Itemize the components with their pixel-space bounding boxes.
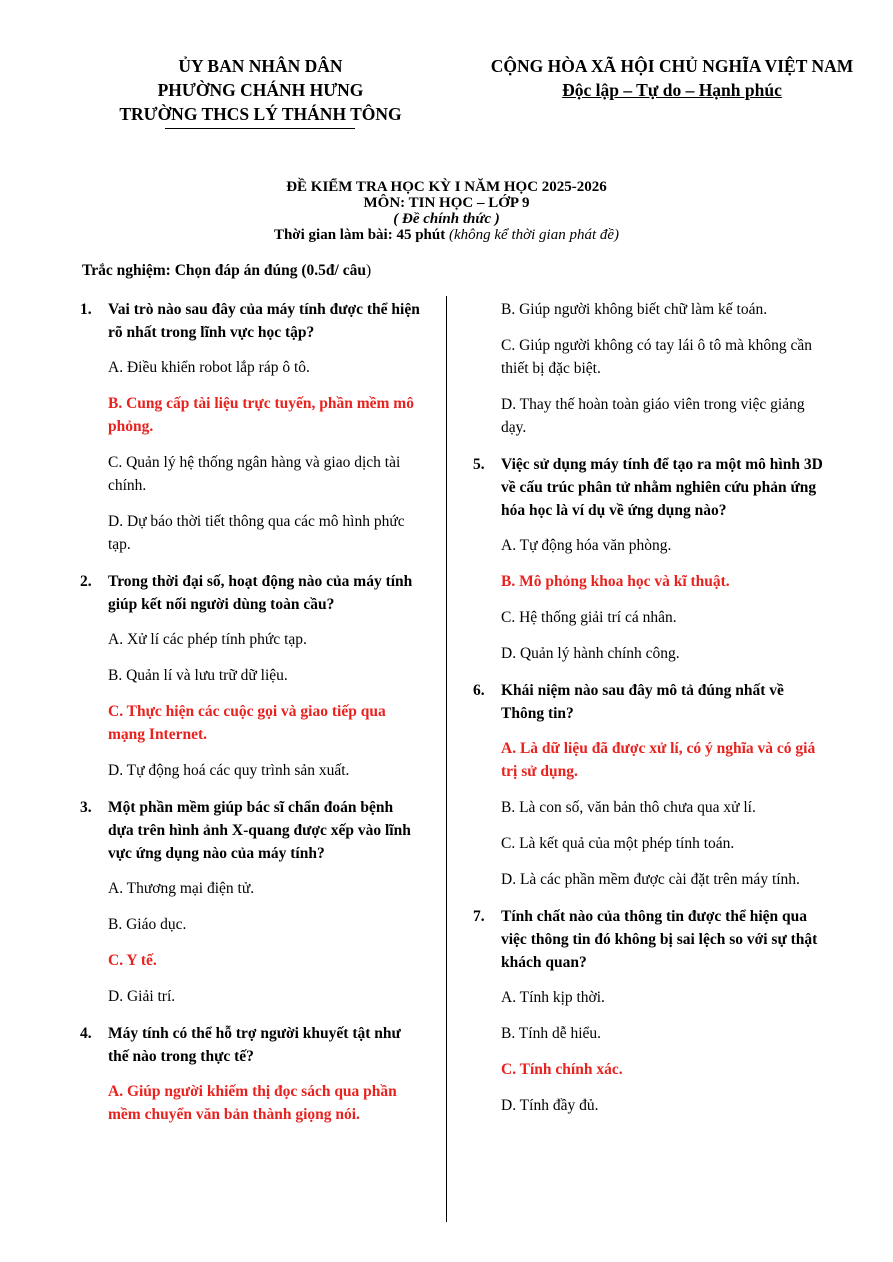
option: B. Giáo dục. xyxy=(108,916,187,933)
option: D. Là các phần mềm được cài đặt trên máy tính. xyxy=(501,871,800,888)
exam-official-note: ( Đề chính thức ) xyxy=(393,211,500,227)
option: B. Tính dễ hiểu. xyxy=(501,1025,602,1042)
option: B. Là con số, văn bản thô chưa qua xử lí. xyxy=(501,799,756,816)
instruction-text: Trắc nghiệm: Chọn đáp án đúng (0.5đ/ câu xyxy=(82,262,366,279)
option: D. Tính đầy đủ. xyxy=(501,1097,599,1114)
question-text: Việc sử dụng máy tính để tạo ra một mô hình 3D về cấu trúc phân tử nhằm nghiên cứu phản ứng hóa học là ví dụ về ứng dụng nào? xyxy=(501,456,823,519)
option: C. Giúp người không có tay lái ô tô mà không cần thiết bị đặc biệt. xyxy=(501,337,813,377)
question-4 xyxy=(80,1022,420,1068)
correct-option: C. Thực hiện các cuộc gọi và giao tiếp qua mạng Internet. xyxy=(108,703,386,743)
instruction xyxy=(82,262,371,280)
correct-option: A. Là dữ liệu đã được xử lí, có ý nghĩa và có giá trị sử dụng. xyxy=(501,740,816,780)
exam-time-note: (không kể thời gian phát đề) xyxy=(448,227,620,243)
school-underline xyxy=(165,128,355,129)
option: B. Quản lí và lưu trữ dữ liệu. xyxy=(108,667,288,684)
left-column xyxy=(80,298,420,1139)
correct-option: B. Cung cấp tài liệu trực tuyến, phần mềm mô phỏng. xyxy=(108,395,414,435)
right-column xyxy=(473,298,823,1130)
national-title: CỘNG HÒA XÃ HỘI CHỦ NGHĨA VIỆT NAM xyxy=(490,56,854,76)
option: A. Xử lí các phép tính phức tạp. xyxy=(108,631,307,648)
option: B. Giúp người không biết chữ làm kế toán. xyxy=(501,301,768,318)
option: D. Thay thế hoàn toàn giáo viên trong việc giảng dạy. xyxy=(501,396,805,436)
school-name: TRƯỜNG THCS LÝ THÁNH TÔNG xyxy=(119,104,402,124)
question-number: 7. xyxy=(473,908,485,925)
agency-line-1: ỦY BAN NHÂN DÂN xyxy=(178,56,343,76)
national-header xyxy=(452,54,892,102)
exam-time-line xyxy=(0,227,893,243)
question-number: 2. xyxy=(80,573,92,590)
question-3 xyxy=(80,796,420,865)
option: D. Dự báo thời tiết thông qua các mô hình phức tạp. xyxy=(108,513,405,553)
agency-line-2: PHƯỜNG CHÁNH HƯNG xyxy=(157,80,364,100)
national-motto: Độc lập – Tự do – Hạnh phúc xyxy=(562,80,782,100)
correct-option: C. Tính chính xác. xyxy=(501,1061,623,1078)
question-text: Tính chất nào của thông tin được thể hiện qua việc thông tin đó không bị sai lệch so với sự thật khách quan? xyxy=(501,908,818,971)
agency-header xyxy=(88,54,433,126)
question-number: 6. xyxy=(473,682,485,699)
option: C. Là kết quả của một phép tính toán. xyxy=(501,835,735,852)
question-1 xyxy=(80,298,420,344)
question-7 xyxy=(473,905,823,974)
question-text: Trong thời đại số, hoạt động nào của máy tính giúp kết nối người dùng toàn cầu? xyxy=(108,573,413,613)
question-number: 4. xyxy=(80,1025,92,1042)
option: C. Hệ thống giải trí cá nhân. xyxy=(501,609,677,626)
option: A. Tự động hóa văn phòng. xyxy=(501,537,672,554)
option: C. Quản lý hệ thống ngân hàng và giao dịch tài chính. xyxy=(108,454,401,494)
question-number: 1. xyxy=(80,301,92,318)
question-2 xyxy=(80,570,420,616)
question-6 xyxy=(473,679,823,725)
question-text: Một phần mềm giúp bác sĩ chẩn đoán bệnh dựa trên hình ảnh X-quang được xếp vào lĩnh vực ứng dụng nào của máy tính? xyxy=(108,799,411,862)
correct-option: C. Y tế. xyxy=(108,952,157,969)
option: D. Quản lý hành chính công. xyxy=(501,645,680,662)
instruction-close: ) xyxy=(365,262,372,279)
exam-subject: MÔN: TIN HỌC – LỚP 9 xyxy=(363,195,530,211)
option: D. Giải trí. xyxy=(108,988,176,1005)
correct-option: B. Mô phỏng khoa học và kĩ thuật. xyxy=(501,573,730,590)
option: A. Tính kịp thời. xyxy=(501,989,605,1006)
exam-title: ĐỀ KIỂM TRA HỌC KỲ I NĂM HỌC 2025-2026 xyxy=(286,179,607,195)
question-text: Vai trò nào sau đây của máy tính được thể hiện rõ nhất trong lĩnh vực học tập? xyxy=(108,301,420,341)
option: A. Thương mại điện tử. xyxy=(108,880,255,897)
correct-option: A. Giúp người khiếm thị đọc sách qua phần mềm chuyển văn bản thành giọng nói. xyxy=(108,1083,397,1123)
question-text: Khái niệm nào sau đây mô tả đúng nhất về Thông tin? xyxy=(501,682,784,722)
question-number: 5. xyxy=(473,456,485,473)
column-divider xyxy=(446,296,447,1222)
option: A. Điều khiển robot lắp ráp ô tô. xyxy=(108,359,310,376)
question-number: 3. xyxy=(80,799,92,816)
question-5 xyxy=(473,453,823,522)
exam-title-block xyxy=(0,179,893,243)
question-text: Máy tính có thể hỗ trợ người khuyết tật như thế nào trong thực tế? xyxy=(108,1025,401,1065)
option: D. Tự động hoá các quy trình sản xuất. xyxy=(108,762,350,779)
exam-time: Thời gian làm bài: 45 phút xyxy=(273,227,446,243)
